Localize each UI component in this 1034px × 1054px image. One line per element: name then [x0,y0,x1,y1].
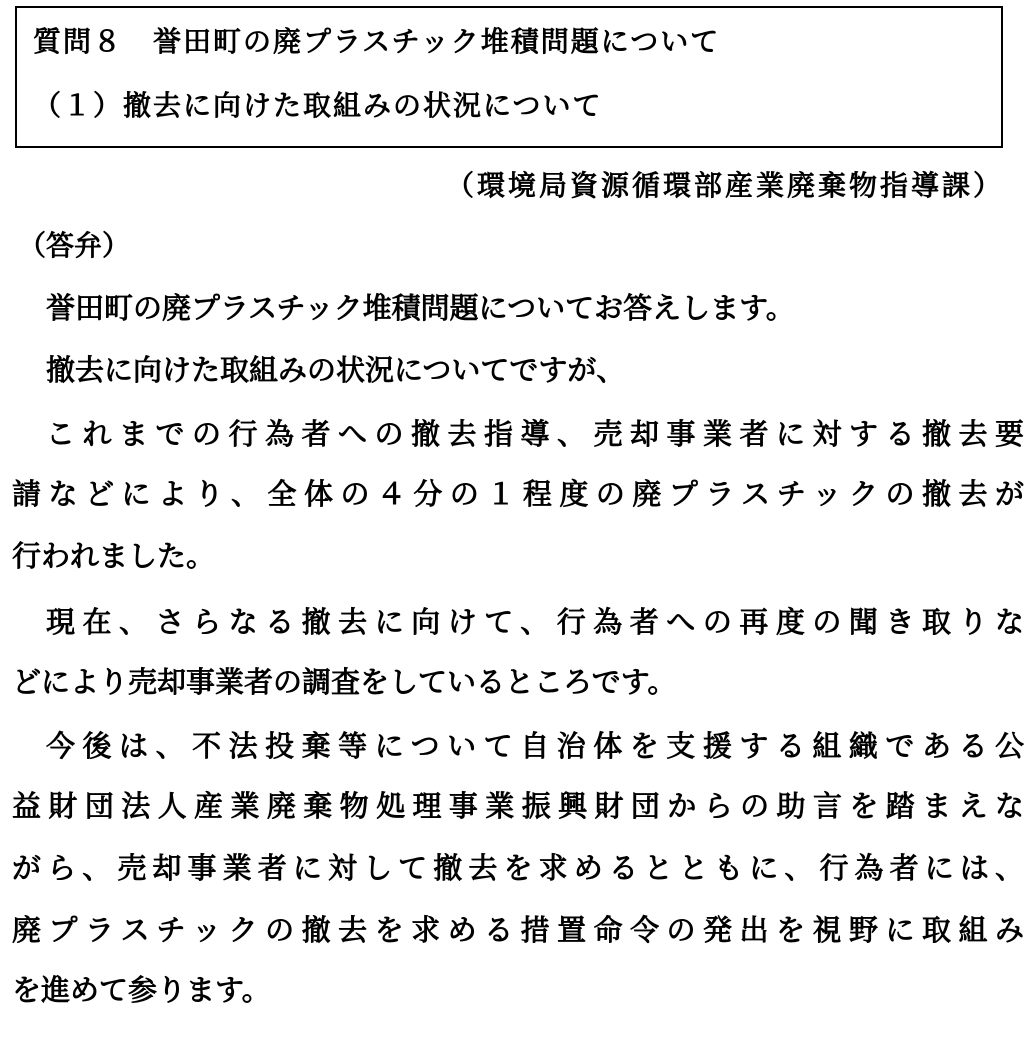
question-heading [33,22,720,62]
question-number: 質問８ [33,25,124,58]
answer-line: 撤去に向けた取組みの状況についてですが、 [46,353,626,387]
question-box [15,6,1003,148]
question-subtitle: （１）撤去に向けた取組みの状況について [33,89,603,122]
answer-line: 請などにより、全体の４分の１程度の廃プラスチックの撤去が [12,477,1024,511]
answer-line: 誉田町の廃プラスチック堆積問題についてお答えします。 [46,291,795,325]
answer-line: どにより売却事業者の調査をしているところです。 [12,665,677,699]
answer-label: （答弁） [18,229,131,262]
answer-line: を進めて参ります。 [12,973,271,1007]
answer-line: 行われました。 [12,539,216,573]
answer-line: 現在、さらなる撤去に向けて、行為者への再度の聞き取りな [46,605,1024,639]
answer-line: 廃プラスチックの撤去を求める措置命令の発出を視野に取組み [12,913,1024,947]
answer-line: がら、売却事業者に対して撤去を求めるとともに、行為者には、 [12,851,1024,885]
answer-line: 益財団法人産業廃棄物処理事業振興財団からの助言を踏まえな [12,789,1024,823]
answer-line: 今後は、不法投棄等について自治体を支援する組織である公 [46,729,1024,763]
question-title: 誉田町の廃プラスチック堆積問題について [153,25,721,58]
department-name: （環境局資源循環部産業廃棄物指導課） [445,169,1004,202]
answer-line: これまでの行為者への撤去指導、売却事業者に対する撤去要 [46,417,1024,451]
